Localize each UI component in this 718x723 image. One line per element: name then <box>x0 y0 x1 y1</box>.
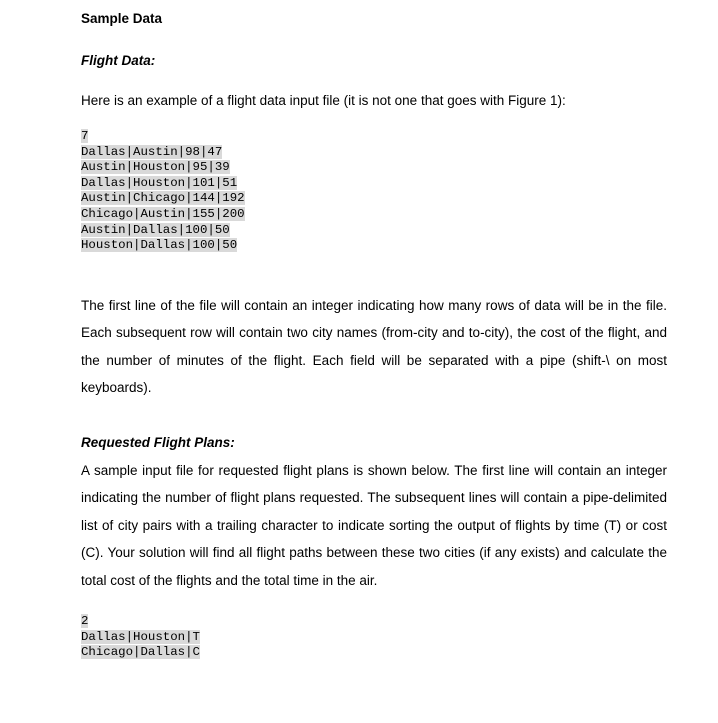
code-line: Austin|Dallas|100|50 <box>81 222 230 237</box>
code-line: Austin|Houston|95|39 <box>81 160 230 175</box>
requested-plans-code-block <box>81 614 200 661</box>
code-line: 2 <box>81 614 89 628</box>
code-line: Dallas|Houston|T <box>81 629 200 644</box>
code-line: Austin|Chicago|144|192 <box>81 191 245 206</box>
code-line: Dallas|Houston|101|51 <box>81 175 238 190</box>
flight-data-description: The first line of the file will contain an integer indicating how many rows of data will be in the file. Each subsequent row will contain two city names (from-city and to-city), the cost of the flight, and the number of minutes of the flight. Each field will be separated with a pipe (shift-\ on most keyboards). <box>81 298 667 396</box>
flight-data-heading: Flight Data: <box>81 53 156 68</box>
flight-data-intro: Here is an example of a flight data input file (it is not one that goes with Figure 1): <box>81 93 566 108</box>
sample-data-title: Sample Data <box>81 11 163 26</box>
code-line: Dallas|Austin|98|47 <box>81 144 223 159</box>
code-line: Houston|Dallas|100|50 <box>81 238 238 253</box>
requested-flight-plans-heading: Requested Flight Plans: <box>81 435 235 450</box>
flight-data-code-block <box>81 129 245 254</box>
code-line: 7 <box>81 129 89 143</box>
requested-flight-plans-description: A sample input file for requested flight plans is shown below. The first line will contain an integer indicating the number of flight plans requested. The subsequent lines will contain a pipe-delimited list of city pairs with a trailing character to indicate sorting the output of flights by time (T) or cost (C). Your solution will find all flight paths between these two cities (if any exists) and calculate the total cost of the flights and the total time in the air. <box>81 463 667 588</box>
code-line: Chicago|Dallas|C <box>81 645 200 660</box>
code-line: Chicago|Austin|155|200 <box>81 206 245 221</box>
